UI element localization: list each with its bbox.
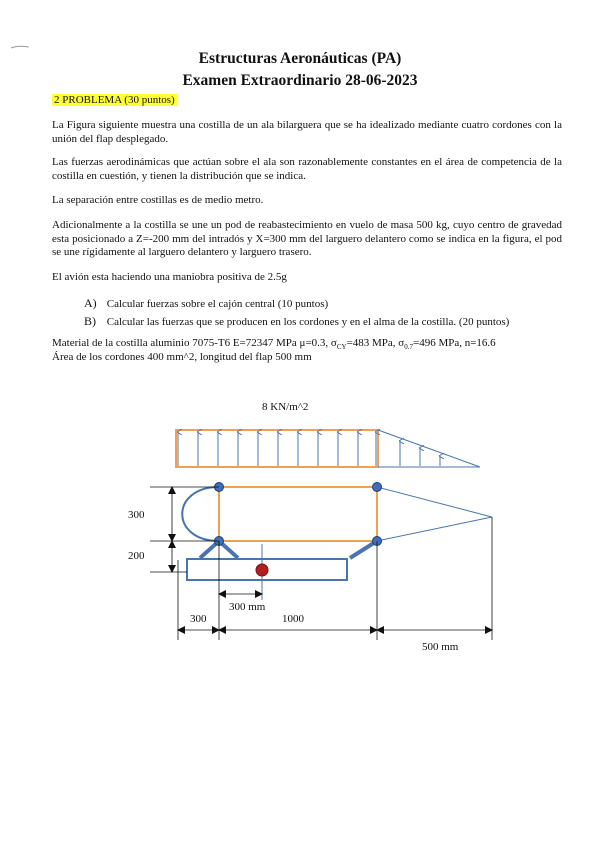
dim-300mm: 300 mm: [229, 601, 266, 613]
paragraph-aero-forces: Las fuerzas aerodinámicas que actúan sobre el ala son razonablemente constantes en el área de competencia de la costilla en cuestión, y tienen la distribución que se indica.: [52, 156, 562, 182]
pod-cg-icon: [256, 564, 268, 576]
dim-200-vertical: 200: [128, 550, 145, 562]
question-b-label: B): [84, 314, 96, 328]
wing-box: [182, 487, 492, 541]
dim-300-vertical: 300: [128, 509, 145, 521]
chord-nodes: [215, 483, 382, 546]
question-a-label: A): [84, 296, 97, 310]
dim-300-horizontal: 300: [190, 613, 207, 625]
aero-load-distribution: [176, 430, 480, 467]
load-label: 8 KN/m^2: [262, 401, 309, 413]
question-a-text: Calcular fuerzas sobre el cajón central (10 puntos): [106, 298, 329, 310]
material-prefix: Material de la costilla aluminio 7075-T6 E=72347 MPa μ=0.3, σ: [52, 337, 337, 349]
problem-label: 2 PROBLEMA (30 puntos): [54, 94, 175, 106]
material-sub-cy: CY: [336, 343, 347, 352]
material-mid: =483 MPa, σ: [346, 337, 405, 349]
paragraph-figure-description: La Figura siguiente muestra una costilla de un ala bilarguera que se ha idealizado mediante cuatro cordones con la unión del flap desplegado.: [52, 119, 562, 145]
exam-subtitle: Examen Extraordinario 28-06-2023: [182, 72, 418, 89]
question-b-text: Calcular las fuerzas que se producen en los cordones y en el alma de la costilla. (20 puntos): [106, 316, 510, 328]
paragraph-maneuver: El avión esta haciendo una maniobra positiva de 2.5g: [52, 271, 287, 283]
dim-1000: 1000: [282, 613, 304, 625]
refuel-pod: [187, 541, 377, 600]
exam-title: Estructuras Aeronáuticas (PA): [198, 50, 402, 67]
material-suffix: =496 MPa, n=16.6: [412, 337, 496, 349]
material-sub-07: 0.7: [404, 343, 413, 352]
paragraph-pod: Adicionalmente a la costilla se une un pod de reabastecimiento en vuelo de masa 500 kg, cuyo centro de gravedad esta posicionado a Z=-200 mm del intradós y X=300 mm del larguero delantero como se indica en la figura, el pod se une rígidamente al larguero delantero y larguero trasero.: [52, 219, 562, 258]
chord-area-line: Área de los cordones 400 mm^2, longitud del flap 500 mm: [52, 351, 312, 363]
dim-500mm: 500 mm: [422, 641, 459, 653]
paragraph-rib-spacing: La separación entre costillas es de medio metro.: [52, 194, 264, 206]
chord-node-icon: [373, 483, 382, 492]
